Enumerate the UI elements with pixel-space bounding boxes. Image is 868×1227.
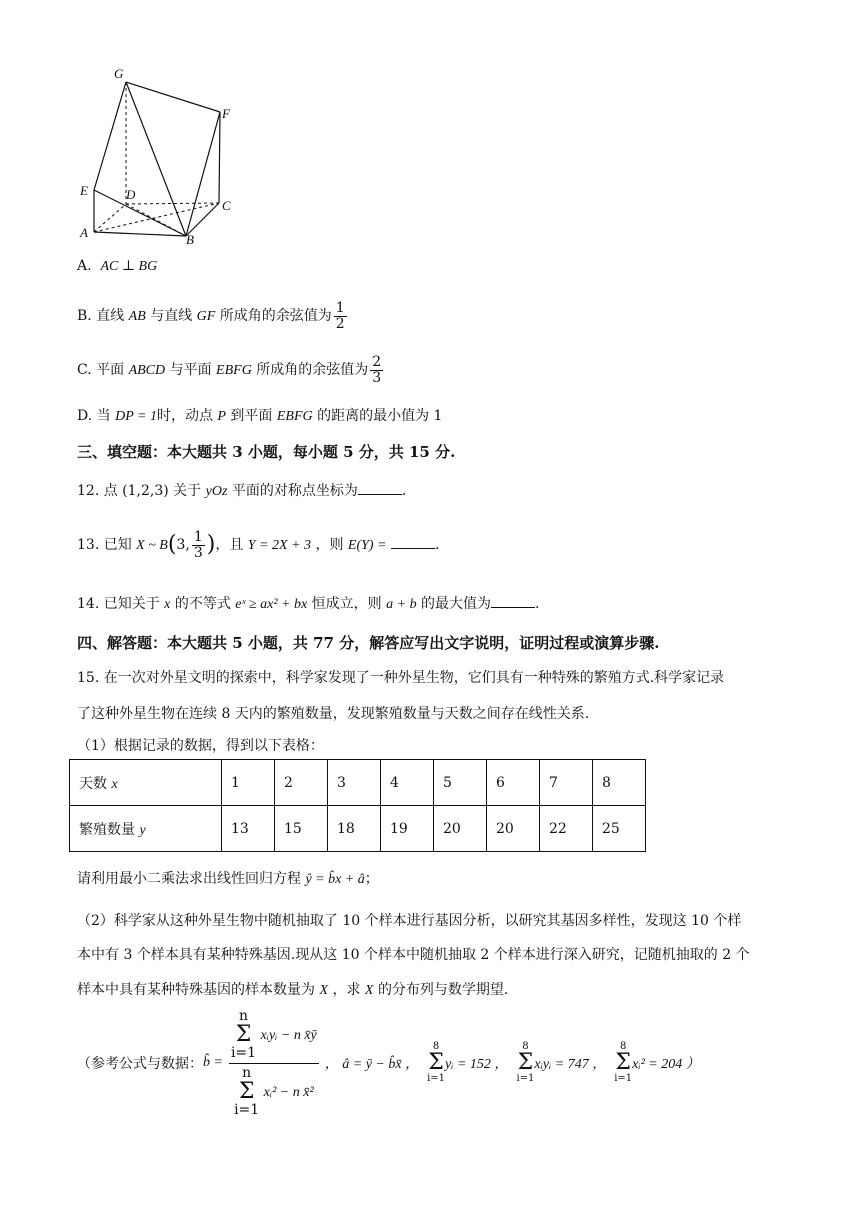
label-C: C xyxy=(222,198,231,213)
table-cell: 6 xyxy=(487,760,540,806)
q13-dist-pre: X ~ B xyxy=(136,538,168,553)
table-row xyxy=(70,760,646,806)
table-cell: 5 xyxy=(434,760,487,806)
table-cell: 8 xyxy=(593,760,646,806)
q13-exp: E(Y) = xyxy=(347,538,387,553)
ref-bhat: b̂ = xyxy=(203,1055,223,1070)
option-C-ABCD: ABCD xyxy=(128,363,166,378)
q12-end: . xyxy=(401,483,407,499)
q12-text1: 点 xyxy=(103,483,118,499)
sum-icon: 8 Σ i=1 xyxy=(614,1041,633,1084)
q12-text3: 平面的对称点坐标为 xyxy=(231,483,358,499)
table-cell: 2 xyxy=(275,760,328,806)
q12-text2: 关于 xyxy=(173,483,202,499)
q15-part1-request: 请利用最小二乘法求出线性回归方程 ŷ = b̂x + â； xyxy=(77,871,379,887)
table-cell: 22 xyxy=(540,806,593,852)
option-C-EBFG: EBFG xyxy=(216,363,252,378)
regression-equation: ŷ = b̂x + â xyxy=(305,872,365,887)
q14-text2: 的不等式 xyxy=(174,596,231,612)
table-cell: 1 xyxy=(222,760,275,806)
ref-sum-xy: xᵢyᵢ = 747 ， xyxy=(534,1057,607,1072)
table-header-days: 天数 x xyxy=(70,760,222,806)
option-A-prefix: A. xyxy=(77,258,92,274)
edge-FB xyxy=(186,112,220,236)
q13-answer-blank[interactable] xyxy=(391,536,435,549)
edge-AC-hidden xyxy=(94,203,219,232)
option-B-text3: 所成角的余弦值为 xyxy=(219,308,332,324)
q14 xyxy=(77,593,539,613)
q13-fraction: $\frac{1}{3}$ xyxy=(193,528,203,561)
ref-sum-x2: xᵢ² = 204 ） xyxy=(632,1057,700,1072)
q13: 13. 已知 X ~ B(3, $\frac{1}{3}$ )，且 Y = 2X + 3 ，则 E(Y) = . xyxy=(77,528,440,561)
data-table xyxy=(69,759,646,852)
q14-ab: a + b xyxy=(386,597,417,612)
q15-part2-line1: （2）科学家从这种外星生物中随机抽取了 10 个样本进行基因分析，以研究其基因多样性，发现这 10 个样 xyxy=(77,913,742,929)
table-cell: 7 xyxy=(540,760,593,806)
q12-num: 12. xyxy=(77,483,100,499)
label-D: D xyxy=(126,187,136,202)
option-D-prefix: D. xyxy=(77,408,93,424)
option-B xyxy=(77,298,349,335)
q15-line1: 15. 在一次对外星文明的探索中，科学家发现了一种外星生物，它们具有一种特殊的繁殖方式.科学家记录 xyxy=(77,670,725,686)
q15-line2: 了这种外星生物在连续 8 天内的繁殖数量，发现繁殖数量与天数之间存在线性关系. xyxy=(77,706,590,722)
edge-GF xyxy=(126,82,220,112)
q14-num: 14. xyxy=(77,596,100,612)
q13-num: 13. xyxy=(77,537,100,553)
label-F: F xyxy=(222,106,230,121)
table-cell: 15 xyxy=(275,806,328,852)
option-D-text4: 的距离的最小值为 1 xyxy=(317,408,443,424)
option-D-EBFG: EBFG xyxy=(276,409,313,424)
q12-answer-blank[interactable] xyxy=(358,482,402,495)
label-A: A xyxy=(80,225,88,240)
table-header-count: 繁殖数量 y xyxy=(70,806,222,852)
option-D xyxy=(77,405,442,425)
q15-part2-line2: 本中有 3 个样本具有某种特殊基因.现从这 10 个样本中随机抽取 2 个样本进行深入研究，记随机抽取的 2 个 xyxy=(77,947,750,963)
label-G: G xyxy=(114,66,124,81)
option-A xyxy=(77,258,157,275)
table-cell: 19 xyxy=(381,806,434,852)
option-B-text2: 与直线 xyxy=(150,308,193,324)
option-C-fraction: $\frac{2}{3}$ xyxy=(372,353,382,386)
q13-text3: ，则 xyxy=(315,537,344,553)
q14-x: x xyxy=(164,597,171,612)
edge-AD-hidden xyxy=(94,204,126,232)
q14-text1: 已知关于 xyxy=(103,596,160,612)
option-C-text2: 与平面 xyxy=(169,362,212,378)
option-D-P: P xyxy=(217,409,226,424)
reference-formula xyxy=(77,1007,700,1118)
option-C-prefix: C. xyxy=(77,362,92,378)
table-cell: 3 xyxy=(328,760,381,806)
option-B-fraction: $\frac{1}{2}$ xyxy=(335,299,345,332)
option-B-prefix: B. xyxy=(77,308,92,324)
q13-text1: 已知 xyxy=(103,537,132,553)
ref-sum-y: yᵢ = 152 ， xyxy=(445,1057,509,1072)
table-cell: 25 xyxy=(593,806,646,852)
table-row xyxy=(70,806,646,852)
q12-point: (1,2,3) xyxy=(122,483,169,499)
label-B: B xyxy=(186,232,194,247)
q14-ineq: eˣ ≥ ax² + bx xyxy=(235,597,308,612)
sum-icon: 8 Σ i=1 xyxy=(516,1041,535,1084)
option-B-text1: 直线 xyxy=(96,308,125,324)
q13-dist-in: 3, xyxy=(176,537,190,553)
section3-heading: 三、填空题：本大题共 3 小题，每小题 5 分，共 15 分. xyxy=(77,443,456,461)
table-cell: 20 xyxy=(487,806,540,852)
edge-AB xyxy=(94,232,186,236)
edge-DC-hidden xyxy=(126,203,219,204)
option-D-text3: 到平面 xyxy=(230,408,273,424)
option-B-AB: AB xyxy=(128,309,146,324)
q13-text2: ，且 xyxy=(215,537,244,553)
ref-open: （参考公式与数据： xyxy=(77,1056,203,1072)
option-D-text1: 当 xyxy=(96,408,111,424)
sum-icon: 8 Σ i=1 xyxy=(427,1041,446,1084)
q12-plane: yOz xyxy=(205,484,228,499)
section4-heading: 四、解答题：本大题共 5 小题，共 77 分，解答应写出文字说明，证明过程或演算步骤. xyxy=(77,634,660,652)
q14-text3: 恒成立，则 xyxy=(311,596,382,612)
q12 xyxy=(77,480,406,500)
table-cell: 20 xyxy=(434,806,487,852)
option-C xyxy=(77,352,385,389)
q14-text4: 的最大值为 xyxy=(421,596,492,612)
q13-end: . xyxy=(434,537,440,553)
q13-eq: Y = 2X + 3 xyxy=(247,538,312,553)
option-B-GF: GF xyxy=(196,309,216,324)
table-cell: 13 xyxy=(222,806,275,852)
option-C-text1: 平面 xyxy=(96,362,125,378)
table-cell: 4 xyxy=(381,760,434,806)
option-A-text: AC ⊥ BG xyxy=(100,259,158,274)
ref-bhat-fraction: n Σ i=1 xᵢyᵢ − n x̄ȳ n Σ i=1 xᵢ² − n x̄² xyxy=(230,1007,317,1118)
q14-end: . xyxy=(535,596,540,612)
table-cell: 18 xyxy=(328,806,381,852)
label-E: E xyxy=(80,183,88,198)
q14-answer-blank[interactable] xyxy=(491,595,535,608)
option-D-text2: 时，动点 xyxy=(156,408,213,424)
q15-part2-line3: 样本中具有某种特殊基因的样本数量为 X ，求 X 的分布列与数学期望. xyxy=(77,982,509,998)
geometry-figure xyxy=(76,62,246,247)
edge-FC xyxy=(219,112,220,203)
option-D-cond: DP = 1 xyxy=(115,409,157,424)
edge-GE xyxy=(94,82,126,190)
option-C-text3: 所成角的余弦值为 xyxy=(256,362,369,378)
q15-part1: （1）根据记录的数据，得到以下表格： xyxy=(77,738,324,754)
ref-ahat: ， â = ȳ − b̂x̄ ， xyxy=(324,1057,420,1072)
